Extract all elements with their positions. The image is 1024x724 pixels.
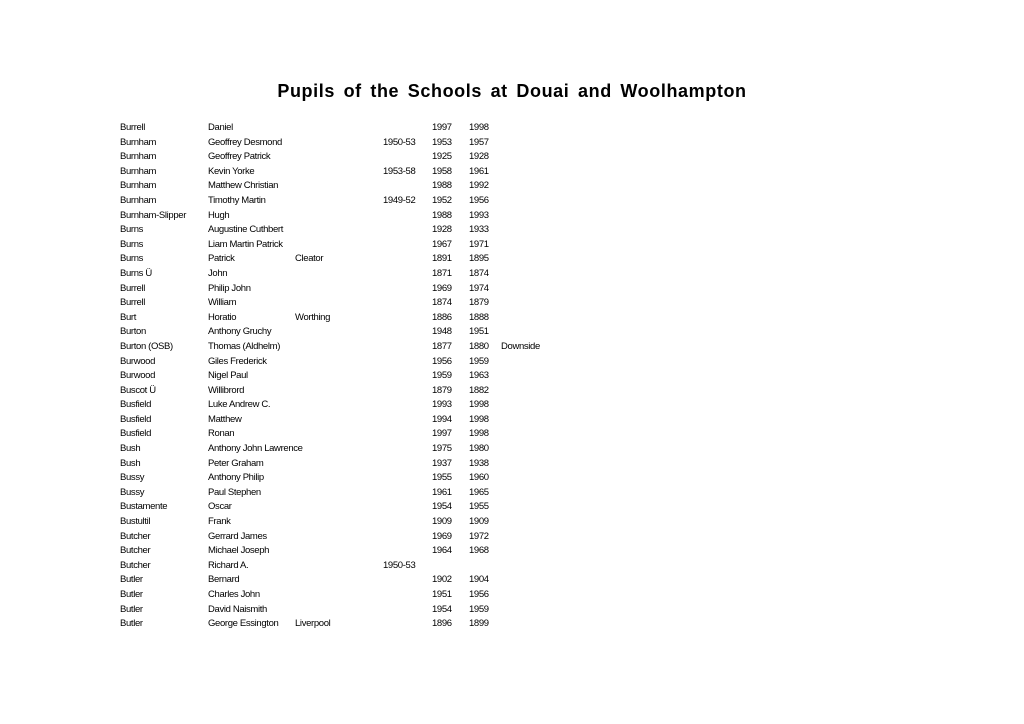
entry-year-cell: 1955 [432, 472, 452, 484]
entry-year-cell: 1948 [432, 326, 452, 338]
entry-year-cell: 1964 [432, 545, 452, 557]
surname-cell: Buscot Ü [120, 384, 156, 396]
entry-year-cell: 1954 [432, 603, 452, 615]
forenames-cell: Oscar [208, 501, 232, 513]
entry-year-cell: 1891 [432, 253, 452, 265]
entry-year-cell: 1896 [432, 618, 452, 630]
forenames-cell: Liam Martin Patrick [208, 238, 283, 250]
surname-cell: Burwood [120, 355, 156, 367]
surname-cell: Bush [120, 457, 141, 469]
surname-cell: Bush [120, 443, 141, 455]
surname-cell: Bussy [120, 486, 145, 498]
surname-cell: Burt [120, 311, 137, 323]
surname-cell: Burton (OSB) [120, 340, 173, 352]
leave-year-cell: 1909 [469, 516, 489, 528]
note-cell: Downside [501, 340, 540, 352]
forenames-cell: Geoffrey Patrick [208, 151, 271, 163]
entry-year-cell: 1928 [432, 224, 452, 236]
forenames-cell: Charles John [208, 589, 260, 600]
entry-year-cell: 1975 [432, 443, 452, 455]
surname-cell: Butler [120, 589, 143, 600]
leave-year-cell: 1971 [469, 238, 489, 250]
surname-cell: Burns [120, 253, 144, 265]
surname-cell: Busfield [120, 399, 151, 411]
forenames-cell: Daniel [208, 122, 233, 133]
entry-year-cell: 1879 [432, 384, 452, 396]
place-cell: Cleator [295, 253, 324, 265]
entry-year-cell: 1961 [432, 486, 452, 498]
leave-year-cell: 1998 [469, 413, 489, 425]
leave-year-cell: 1974 [469, 282, 489, 294]
entry-year-cell: 1997 [432, 122, 452, 133]
prep-years-cell: 1949-52 [383, 194, 416, 206]
forenames-cell: Philip John [208, 282, 251, 294]
leave-year-cell: 1880 [469, 340, 489, 352]
leave-year-cell: 1904 [469, 574, 489, 586]
forenames-cell: Thomas (Aldhelm) [208, 340, 281, 352]
forenames-cell: Frank [208, 516, 231, 528]
forenames-cell: Anthony Philip [208, 472, 264, 484]
entry-year-cell: 1967 [432, 238, 452, 250]
leave-year-cell: 1899 [469, 618, 489, 630]
surname-cell: Burnham [120, 180, 157, 192]
forenames-cell: George Essington [208, 618, 279, 630]
leave-year-cell: 1882 [469, 384, 489, 396]
place-cell: Liverpool [295, 618, 331, 630]
forenames-cell: Michael Joseph [208, 545, 270, 557]
forenames-cell: Horatio [208, 311, 237, 323]
entry-year-cell: 1988 [432, 209, 452, 221]
entry-year-cell: 1952 [432, 194, 452, 206]
forenames-cell: Gerrard James [208, 530, 267, 542]
leave-year-cell: 1968 [469, 545, 489, 557]
leave-year-cell: 1961 [469, 165, 489, 177]
leave-year-cell: 1992 [469, 180, 489, 192]
surname-cell: Bustultil [120, 516, 151, 528]
surname-cell: Butcher [120, 545, 151, 557]
leave-year-cell: 1959 [469, 603, 489, 615]
forenames-cell: Hugh [208, 209, 230, 221]
surname-cell: Burns [120, 238, 144, 250]
leave-year-cell: 1963 [469, 370, 489, 382]
leave-year-cell: 1998 [469, 428, 489, 440]
surname-cell: Butler [120, 618, 143, 630]
surname-cell: Butcher [120, 530, 151, 542]
forenames-cell: William [208, 297, 237, 309]
entry-year-cell: 1886 [432, 311, 452, 323]
forenames-cell: Paul Stephen [208, 486, 261, 498]
entry-year-cell: 1874 [432, 297, 452, 309]
prep-years-cell: 1953-58 [383, 165, 416, 177]
surname-cell: Butcher [120, 559, 151, 571]
entry-year-cell: 1909 [432, 516, 452, 528]
entry-year-cell: 1993 [432, 399, 452, 411]
leave-year-cell: 1874 [469, 267, 489, 279]
leave-year-cell: 1998 [469, 122, 489, 133]
surname-cell: Burnham-Slipper [120, 209, 187, 221]
leave-year-cell: 1972 [469, 530, 489, 542]
surname-cell: Bussy [120, 472, 145, 484]
leave-year-cell: 1993 [469, 209, 489, 221]
forenames-cell: Timothy Martin [208, 194, 266, 206]
forenames-cell: David Naismith [208, 603, 267, 615]
surname-cell: Burton [120, 326, 146, 338]
place-cell: Worthing [295, 311, 331, 323]
leave-year-cell: 1959 [469, 355, 489, 367]
entry-year-cell: 1969 [432, 282, 452, 294]
forenames-cell: Peter Graham [208, 457, 264, 469]
entry-year-cell: 1969 [432, 530, 452, 542]
entry-year-cell: 1902 [432, 574, 452, 586]
leave-year-cell: 1960 [469, 472, 489, 484]
forenames-cell: Kevin Yorke [208, 165, 255, 177]
entry-year-cell: 1988 [432, 180, 452, 192]
entry-year-cell: 1954 [432, 501, 452, 513]
surname-cell: Burnham [120, 194, 157, 206]
surname-cell: Busfield [120, 428, 151, 440]
forenames-cell: John [208, 267, 228, 279]
forenames-cell: Willibrord [208, 384, 245, 396]
entry-year-cell: 1956 [432, 355, 452, 367]
entry-year-cell: 1871 [432, 267, 452, 279]
entry-year-cell: 1877 [432, 340, 452, 352]
surname-cell: Burwood [120, 370, 156, 382]
forenames-cell: Richard A. [208, 559, 249, 571]
forenames-cell: Matthew [208, 413, 242, 425]
surname-cell: Burnham [120, 165, 157, 177]
forenames-cell: Matthew Christian [208, 180, 279, 192]
surname-cell: Burrell [120, 122, 146, 133]
entry-year-cell: 1951 [432, 589, 452, 600]
entry-year-cell: 1959 [432, 370, 452, 382]
surname-cell: Burns [120, 224, 144, 236]
leave-year-cell: 1938 [469, 457, 489, 469]
prep-years-cell: 1950-53 [383, 136, 416, 148]
leave-year-cell: 1957 [469, 136, 489, 148]
entry-year-cell: 1925 [432, 151, 452, 163]
leave-year-cell: 1980 [469, 443, 489, 455]
forenames-cell: Anthony Gruchy [208, 326, 272, 338]
leave-year-cell: 1956 [469, 589, 489, 600]
entry-year-cell: 1958 [432, 165, 452, 177]
entry-year-cell: 1997 [432, 428, 452, 440]
entry-year-cell: 1953 [432, 136, 452, 148]
forenames-cell: Luke Andrew C. [208, 399, 271, 411]
surname-cell: Burrell [120, 282, 146, 294]
surname-cell: Busfield [120, 413, 151, 425]
surname-cell: Butler [120, 603, 143, 615]
leave-year-cell: 1955 [469, 501, 489, 513]
leave-year-cell: 1956 [469, 194, 489, 206]
page-title: Pupils of the Schools at Douai and Woolhampton [277, 81, 747, 101]
leave-year-cell: 1998 [469, 399, 489, 411]
forenames-cell: Patrick [208, 253, 235, 265]
forenames-cell: Anthony John Lawrence [208, 443, 303, 455]
forenames-cell: Augustine Cuthbert [208, 224, 284, 236]
surname-cell: Butler [120, 574, 143, 586]
forenames-cell: Bernard [208, 574, 240, 586]
leave-year-cell: 1879 [469, 297, 489, 309]
leave-year-cell: 1888 [469, 311, 489, 323]
prep-years-cell: 1950-53 [383, 559, 416, 571]
surname-cell: Burns Ü [120, 267, 152, 279]
entry-year-cell: 1937 [432, 457, 452, 469]
surname-cell: Bustamente [120, 501, 168, 513]
entry-year-cell: 1994 [432, 413, 452, 425]
surname-cell: Burnham [120, 136, 157, 148]
leave-year-cell: 1965 [469, 486, 489, 498]
leave-year-cell: 1928 [469, 151, 489, 163]
surname-cell: Burnham [120, 151, 157, 163]
leave-year-cell: 1895 [469, 253, 489, 265]
forenames-cell: Giles Frederick [208, 355, 267, 367]
forenames-cell: Nigel Paul [208, 370, 248, 382]
forenames-cell: Ronan [208, 428, 235, 440]
forenames-cell: Geoffrey Desmond [208, 136, 282, 148]
surname-cell: Burrell [120, 297, 146, 309]
leave-year-cell: 1951 [469, 326, 489, 338]
leave-year-cell: 1933 [469, 224, 489, 236]
